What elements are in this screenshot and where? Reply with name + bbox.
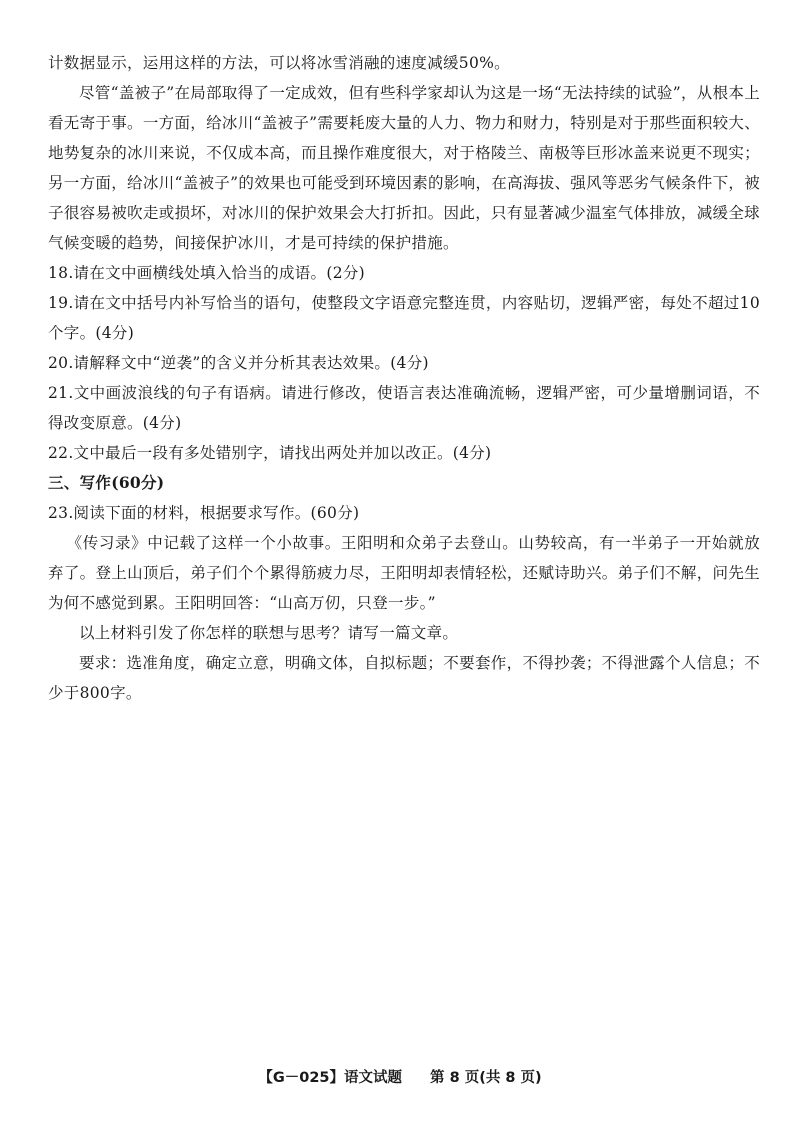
question-19: 19.请在文中括号内补写恰当的语句，使整段文字语意完整连贯，内容贴切，逻辑严密，每处不超过10个字。(4分) (48, 294, 760, 342)
question-21: 21.文中画波浪线的句子有语病。请进行修改，使语言表达准确流畅，逻辑严密，可少量增删词语，不得改变原意。(4分) (48, 384, 760, 432)
writing-prompt: 以上材料引发了你怎样的联想与思考？请写一篇文章。 (79, 624, 459, 642)
writing-material: 《传习录》中记载了这样一个小故事。王阳明和众弟子去登山。山势较高，有一半弟子一开始就放弃了。登上山顶后，弟子们个个累得筋疲力尽，王阳明却表情轻松，还赋诗助兴。弟子们不解，问先生为何不感觉到累。王阳明回答：“山高万仞，只登一步。” (48, 534, 760, 612)
section-heading-writing: 三、写作(60分) (48, 473, 165, 492)
question-18: 18.请在文中画横线处填入恰当的成语。(2分) (48, 264, 366, 282)
writing-requirements: 要求：选准角度，确定立意，明确文体，自拟标题；不要套作，不得抄袭；不得泄露个人信息；不少于800字。 (48, 654, 760, 702)
question-23: 23.阅读下面的材料，根据要求写作。(60分) (48, 504, 360, 522)
paragraph-continuation: 计数据显示，运用这样的方法，可以将冰雪消融的速度减缓50%。 (48, 54, 510, 72)
page-footer (0, 1066, 800, 1087)
footer-page-number: 第 8 页(共 8 页) (430, 1070, 542, 1086)
question-20: 20.请解释文中“逆袭”的含义并分析其表达效果。(4分) (48, 354, 429, 372)
page-content (48, 48, 760, 708)
footer-exam-title: 【G－025】语文试题 (258, 1070, 403, 1086)
question-22: 22.文中最后一段有多处错别字，请找出两处并加以改正。(4分) (48, 444, 492, 462)
paragraph-glacier: 尽管“盖被子”在局部取得了一定成效，但有些科学家却认为这是一场“无法持续的试验”，从根本上看无寄于事。一方面，给冰川“盖被子”需要耗废大量的人力、物力和财力，特别是对于那些面积较大、地势复杂的冰川来说，不仅成本高，而且操作难度很大，对于格陵兰、南极等巨形冰盖来说更不现实；另一方面，给冰川“盖被子”的效果也可能受到环境因素的影响，在高海拔、强风等恶劣气候条件下，被子很容易被吹走或损坏，对冰川的保护效果会大打折扣。因此，只有显著减少温室气体排放，减缓全球气候变暖的趋势，间接保护冰川，才是可持续的保护措施。 (48, 84, 760, 252)
